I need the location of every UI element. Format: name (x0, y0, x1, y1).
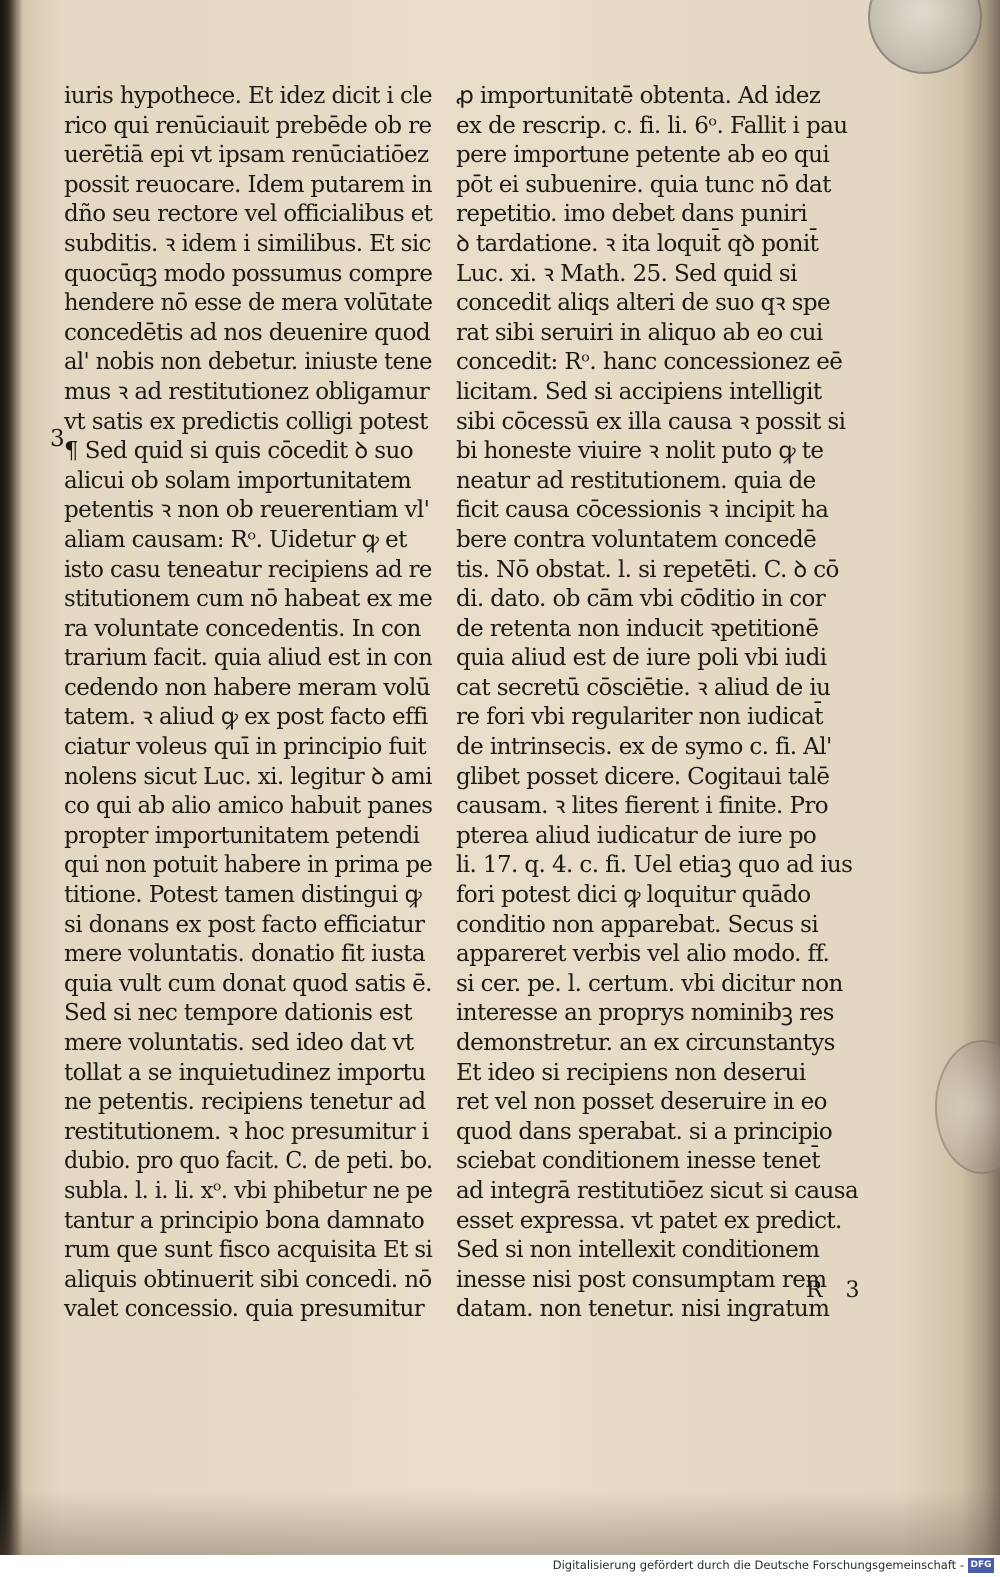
text-line: neatur ad restitutionem. quia de (456, 467, 816, 494)
left-text-column (64, 82, 434, 1325)
text-line: quocūqꝫ modo possumus compre (64, 260, 433, 287)
text-line: de retenta non inducit ꝛpetitionē (456, 615, 819, 642)
text-line: conditio non apparebat. Secus si (456, 911, 819, 938)
text-line: ra voluntate concedentis. In con (64, 615, 421, 642)
text-line: uerētiā epi vt ipsam renūciatiōez (64, 142, 429, 169)
text-line: ficit causa cōcessionis ꝛ incipit ha (456, 497, 829, 524)
text-line: sciebat conditionem inesse tenet̄ (456, 1148, 820, 1175)
text-line: tollat a se inquietudinez importu (64, 1059, 426, 1086)
text-line: mere voluntatis. sed ideo dat vt (64, 1030, 414, 1056)
text-line: propter importunitatem petendi (64, 822, 420, 849)
dfg-logo-icon: DFG (968, 1558, 994, 1573)
text-line: co qui ab alio amico habuit panes (64, 793, 433, 820)
text-line: sibi cōcessū ex illa causa ꝛ possit si (456, 408, 846, 435)
text-line: si donans ex post facto efficiatur (64, 911, 425, 938)
text-line: Et ideo si recipiens non deserui (456, 1059, 806, 1086)
page-bottom-edge (0, 1490, 1000, 1555)
text-line: trarium facit. quia aliud est in con (64, 645, 433, 672)
text-line: Sed si non intellexit conditionem (456, 1237, 820, 1264)
text-line: mere voluntatis. donatio fit iusta (64, 941, 425, 968)
footer-bar (0, 1555, 1000, 1577)
text-line: aliam causam: Rᵒ. Uidetur ꝙ et (64, 526, 407, 553)
text-line: nolens sicut Luc. xi. legitur ꝺ ami (64, 763, 432, 790)
text-line: appareret verbis vel alio modo. ff. (456, 941, 830, 968)
footer-credit: Digitalisierung gefördert durch die Deutsche Forschungsgemeinschaft - (552, 1558, 964, 1572)
text-line: quod dans sperabat. si a principio (456, 1118, 833, 1145)
text-line: repetitio. imo debet dans puniri (456, 201, 807, 228)
text-line: concedit aliqs alteri de suo qꝛ spe (456, 290, 831, 317)
text-line: aliquis obtinuerit sibi concedi. nō (64, 1266, 432, 1293)
text-line: stitutionem cum nō habeat ex me (64, 586, 433, 613)
text-line: di. dato. ob cām vbi cōditio in cor (456, 586, 826, 613)
text-line: dño seu rectore vel officialibus et (64, 201, 433, 228)
text-line: datam. non tenetur. nisi ingratum (456, 1296, 830, 1323)
text-line: tatem. ꝛ aliud ꝙ ex post facto effi (64, 704, 428, 731)
right-text-column (456, 82, 868, 1325)
text-line: qui non potuit habere in prima pe (64, 852, 433, 879)
text-line: ret vel non posset deseruire in eo (456, 1089, 827, 1116)
text-line: rico qui renūciauit prebēde ob re (64, 112, 432, 139)
text-line: subditis. ꝛ idem i similibus. Et sic (64, 230, 431, 257)
text-line: ꝺ tardatione. ꝛ ita loquit̄ qꝺ ponit̄ (456, 230, 819, 257)
text-line: ꝓ importunitatē obtenta. Ad idez (456, 83, 821, 109)
text-line: tantur a principio bona damnato (64, 1207, 425, 1234)
text-line: concedit: Rᵒ. hanc concessionez eē (456, 349, 843, 376)
text-line: possit reuocare. Idem putarem in (64, 171, 432, 198)
text-line: causam. ꝛ lites fierent i finite. Pro (456, 793, 828, 820)
margin-marker: 3 (50, 426, 65, 452)
text-line: demonstretur. an ex circunstantys (456, 1030, 835, 1056)
text-line: li. 17. q. 4. c. fi. Uel etiaꝫ quo ad ius (456, 852, 853, 879)
text-line: Sed si nec tempore dationis est (64, 1000, 412, 1027)
text-line: bere contra voluntatem concedē (456, 526, 817, 553)
text-line: ¶ Sed quid si quis cōcedit ꝺ suo (64, 438, 413, 465)
text-line: restitutionem. ꝛ hoc presumitur i (64, 1118, 429, 1145)
spine-shadow (0, 0, 22, 1555)
text-line: titione. Potest tamen distingui ꝙ (64, 882, 422, 909)
text-line: dubio. pro quo facit. C. de peti. bo. (64, 1148, 433, 1175)
text-line: quia vult cum donat quod satis ē. (64, 970, 432, 997)
text-line: inesse nisi post consumptam rem (456, 1266, 827, 1293)
text-line: tis. Nō obstat. l. si repetēti. C. ꝺ cō (456, 556, 839, 583)
text-line: pterea aliud iudicatur de iure po (456, 822, 817, 849)
page-clip-right (935, 1040, 1000, 1174)
text-line: hendere nō esse de mera volūtate (64, 290, 433, 317)
text-line: fori potest dici ꝙ loquitur quādo (456, 882, 811, 909)
text-line: licitam. Sed si accipiens intelligit (456, 378, 822, 405)
text-line: valet concessio. quia presumitur (64, 1296, 425, 1323)
text-line: esset expressa. vt patet ex predict. (456, 1207, 842, 1234)
text-line: rat sibi seruiri in aliquo ab eo cui (456, 319, 823, 346)
text-line: glibet posset dicere. Cogitaui talē (456, 763, 830, 790)
text-line: mus ꝛ ad restitutionez obligamur (64, 378, 430, 405)
text-line: ne petentis. recipiens tenetur ad (64, 1089, 426, 1116)
page-clip-top (868, 0, 982, 74)
text-line: bi honeste viuire ꝛ nolit puto ꝙ te (456, 438, 824, 465)
text-line: de intrinsecis. ex de symo c. fi. Al' (456, 734, 832, 761)
text-line: cedendo non habere meram volū (64, 674, 430, 701)
text-line: isto casu teneatur recipiens ad re (64, 556, 432, 583)
text-line: petentis ꝛ non ob reuerentiam vl' (64, 497, 430, 524)
text-line: rum que sunt fisco acquisita Et si (64, 1237, 433, 1264)
text-line: pere importune petente ab eo qui (456, 142, 830, 169)
signature-mark: R 3 (806, 1278, 868, 1303)
text-line: alicui ob solam importunitatem (64, 467, 412, 494)
text-line: quia aliud est de iure poli vbi iudi (456, 645, 827, 672)
text-line: si cer. pe. l. certum. vbi dicitur non (456, 970, 843, 997)
text-line: cat secretū cōsciētie. ꝛ aliud de iu (456, 674, 831, 701)
text-line: ciatur voleus quī in principio fuit (64, 734, 427, 761)
text-line: interesse an proprys nominibꝫ res (456, 1000, 834, 1027)
text-line: pōt ei subuenire. quia tunc nō dat (456, 171, 831, 198)
text-line: ad integrā restitutiōez sicut si causa (456, 1177, 859, 1204)
text-line: iuris hypothece. Et idez dicit i cle (64, 83, 432, 109)
text-line: re fori vbi regulariter non iudicat̄ (456, 704, 823, 731)
text-line: Luc. xi. ꝛ Math. 25. Sed quid si (456, 260, 797, 287)
text-line: concedētis ad nos deuenire quod (64, 319, 430, 346)
text-line: subla. l. i. li. xᵒ. vbi phibetur ne pe (64, 1177, 433, 1204)
text-line: ex de rescrip. c. fi. li. 6ᵒ. Fallit i pau (456, 112, 848, 139)
text-line: vt satis ex predictis colligi potest (64, 408, 428, 435)
text-line: al' nobis non debetur. iniuste tene (64, 349, 432, 376)
